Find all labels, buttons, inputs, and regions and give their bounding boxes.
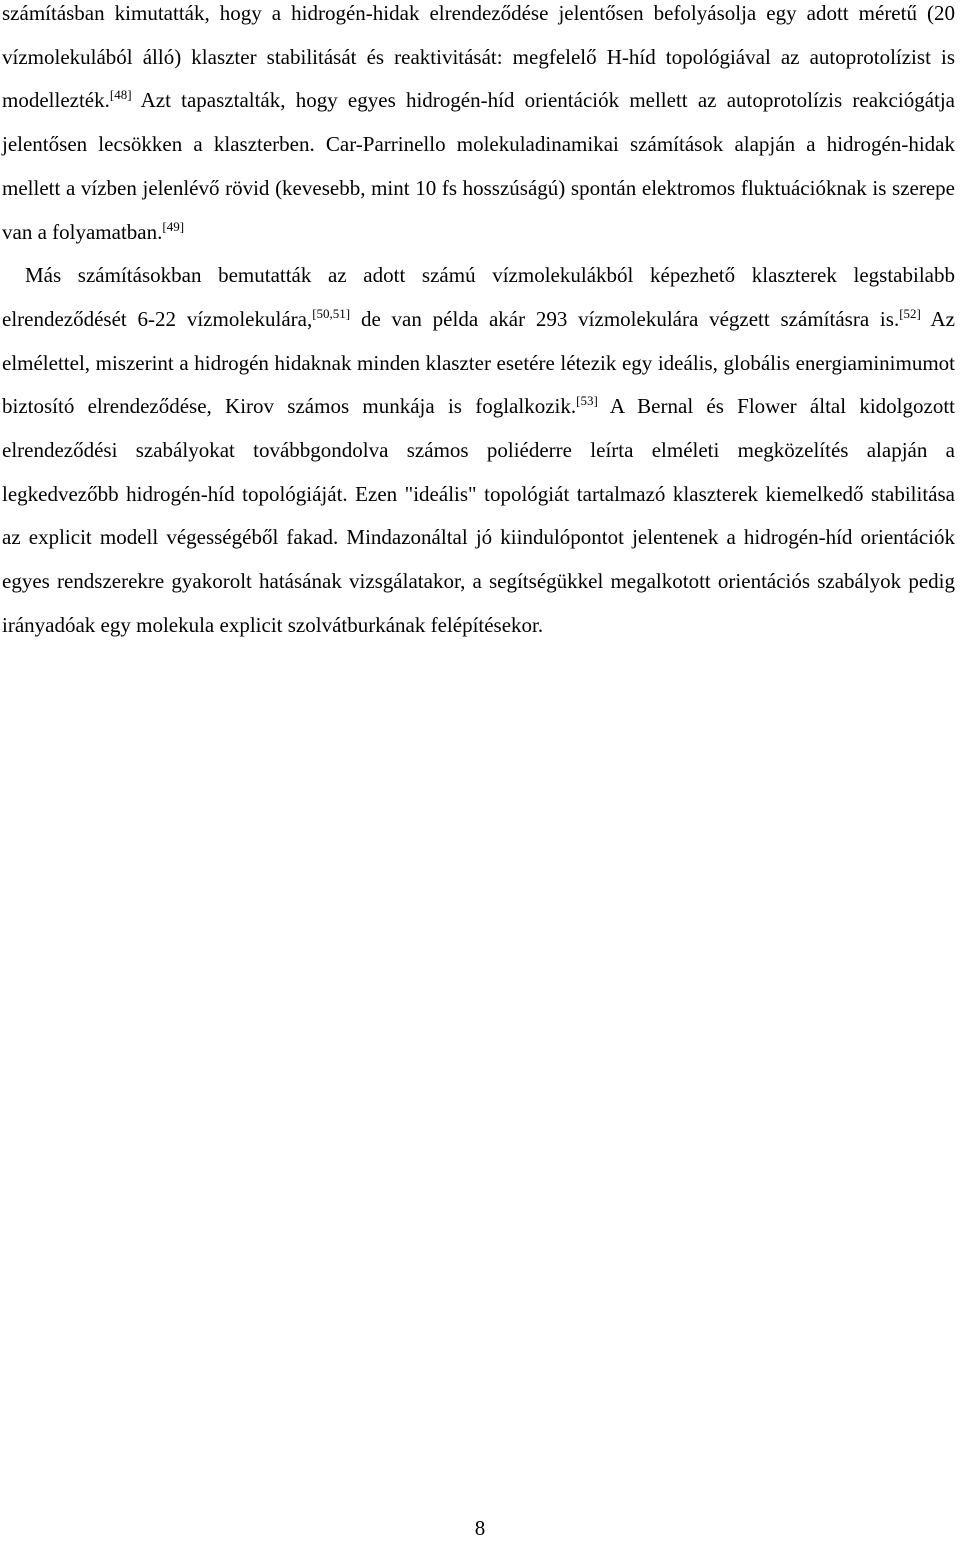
paragraph-2-text-1: Más számításokban bemutatták az adott számú vízmolekulákból képezhető klaszterek legstabilabb elrendeződését 6-22 vízmolekulára, [2, 263, 955, 331]
paragraph-1-text-2: Azt tapasztalták, hogy egyes hidrogén-híd orientációk mellett az autoprotolízis reakciógátja jelentősen lecsökken a klaszterben. Car-Parrinello molekuladinamikai számítások alapján a hidrogén-hidak mellett a vízben jelenlévő rövid (kevesebb, mint 10 fs hosszúságú) spontán elektromos fluktuációknak is szerepe van a folyamatban. [2, 88, 955, 244]
body-text [2, 0, 955, 648]
paragraph-2 [2, 254, 955, 647]
paragraph-2-text-4: A Bernal és Flower által kidolgozott elrendeződési szabályokat továbbgondolva számos poliéderre leírta elméleti megközelítés alapján a legkedvezőbb hidrogén-híd topológiáját. Ezen "ideális" topológiát tartalmazó klaszterek kiemelkedő stabilitása az explicit modell végességéből fakad. Mindazonáltal jó kiindulópontot jelentenek a hidrogén-híd orientációk egyes rendszerekre gyakorolt hatásának vizsgálatakor, a segítségükkel megalkotott orientációs szabályok pedig irányadóak egy molekula explicit szolvátburkának felépítésekor. [2, 394, 955, 637]
paragraph-2-text-2: de van példa akár 293 vízmolekulára végzett számításra is. [350, 306, 900, 331]
citation-50-51: [50,51] [312, 305, 351, 321]
paragraph-2-text-3: Az elmélettel, miszerint a hidrogén hidaknak minden klaszter esetére létezik egy ideális, globális energiaminimumot biztosító elrendeződése, Kirov számos munkája is foglalkozik. [2, 306, 955, 419]
citation-49: [49] [162, 218, 185, 234]
citation-52: [52] [899, 305, 921, 321]
page-number: 8 [474, 1516, 486, 1540]
paragraph-1 [2, 0, 955, 254]
paragraph-1-text-1: számításban kimutatták, hogy a hidrogén-hidak elrendeződése jelentősen befolyásolja egy adott méretű (20 vízmolekulából álló) klaszter stabilitását és reaktivitását: megfelelő H-híd topológiával az autoprotolízist is modellezték. [2, 1, 955, 113]
citation-48: [48] [109, 87, 132, 103]
citation-53: [53] [576, 393, 598, 409]
